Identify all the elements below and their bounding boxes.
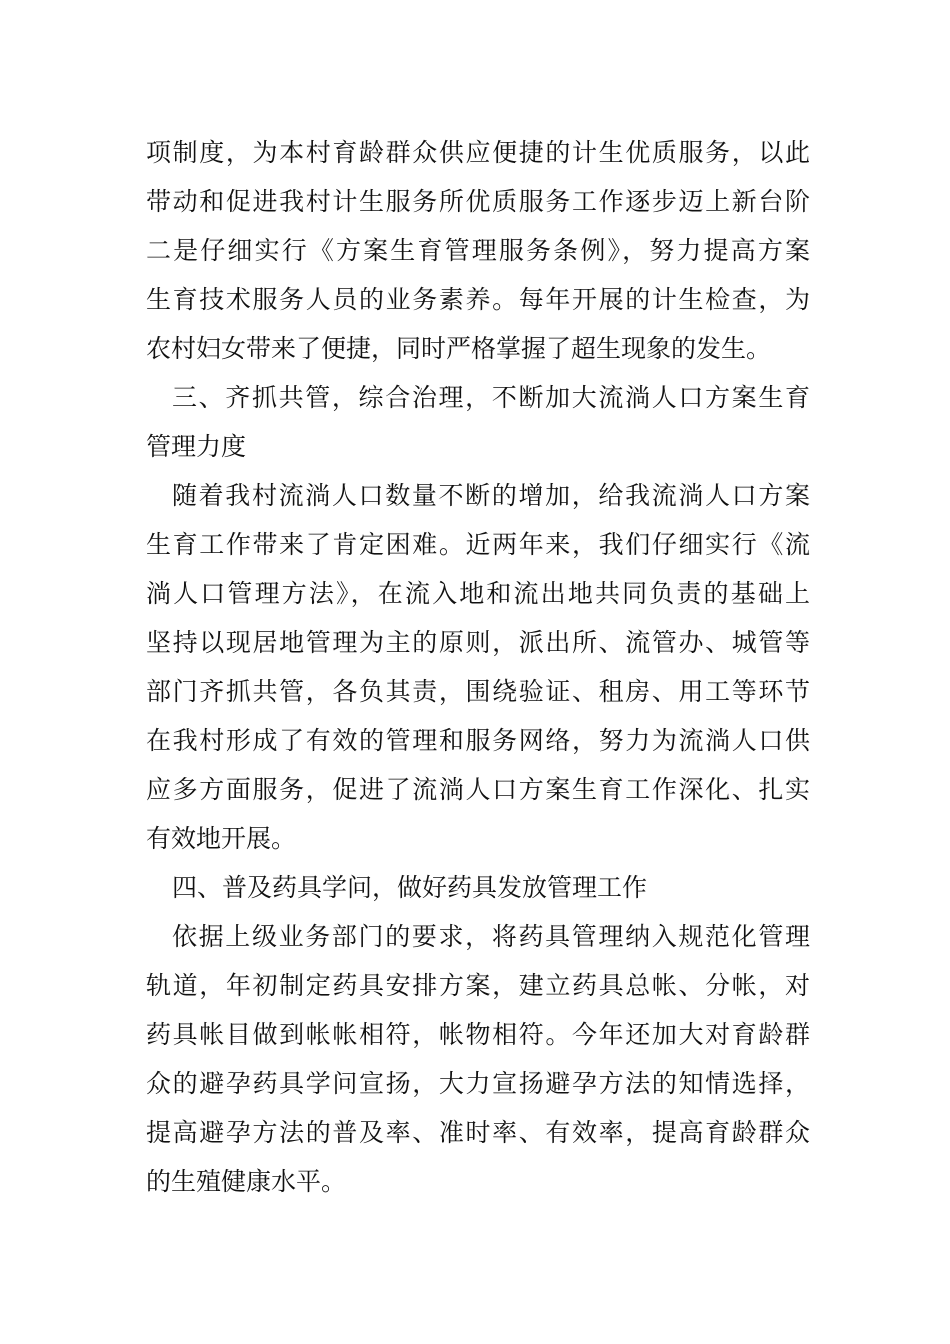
section-heading-line: 管理力度 bbox=[146, 432, 247, 461]
text-line: 在我村形成了有效的管理和服务网络，努力为流淌人口供 bbox=[146, 726, 810, 755]
text-line: 部门齐抓共管，各负其责，围绕验证、租房、用工等环节 bbox=[146, 677, 810, 706]
document-body bbox=[146, 128, 810, 1206]
text-line: 提高避孕方法的普及率、准时率、有效率，提高育龄群众 bbox=[146, 1118, 810, 1147]
text-line: 农村妇女带来了便捷，同时严格掌握了超生现象的发生。 bbox=[146, 334, 772, 363]
text-line: 随着我村流淌人口数量不断的增加，给我流淌人口方案 bbox=[172, 481, 810, 510]
text-line: 应多方面服务，促进了流淌人口方案生育工作深化、扎实 bbox=[146, 775, 810, 804]
text-line: 的生殖健康水平。 bbox=[146, 1167, 347, 1196]
text-line: 众的避孕药具学问宣扬，大力宣扬避孕方法的知情选择， bbox=[146, 1069, 810, 1098]
text-line: 有效地开展。 bbox=[146, 824, 297, 853]
text-line: 淌人口管理方法》，在流入地和流出地共同负责的基础上 bbox=[146, 579, 810, 608]
text-line: 二是仔细实行《方案生育管理服务条例》，努力提高方案 bbox=[146, 236, 810, 265]
text-line: 带动和促进我村计生服务所优质服务工作逐步迈上新台阶 bbox=[146, 187, 810, 216]
text-line: 轨道，年初制定药具安排方案，建立药具总帐、分帐，对 bbox=[146, 971, 810, 1000]
section-heading-line: 三、齐抓共管，综合治理，不断加大流淌人口方案生育 bbox=[172, 383, 810, 412]
text-line: 药具帐目做到帐帐相符，帐物相符。今年还加大对育龄群 bbox=[146, 1020, 810, 1049]
text-line: 项制度，为本村育龄群众供应便捷的计生优质服务，以此 bbox=[146, 138, 810, 167]
text-line: 生育工作带来了肯定困难。近两年来，我们仔细实行《流 bbox=[146, 530, 810, 559]
section-heading-line: 四、普及药具学问，做好药具发放管理工作 bbox=[172, 873, 648, 902]
text-line: 生育技术服务人员的业务素养。每年开展的计生检查，为 bbox=[146, 285, 810, 314]
text-line: 坚持以现居地管理为主的原则，派出所、流管办、城管等 bbox=[146, 628, 810, 657]
text-line: 依据上级业务部门的要求，将药具管理纳入规范化管理 bbox=[172, 922, 810, 951]
